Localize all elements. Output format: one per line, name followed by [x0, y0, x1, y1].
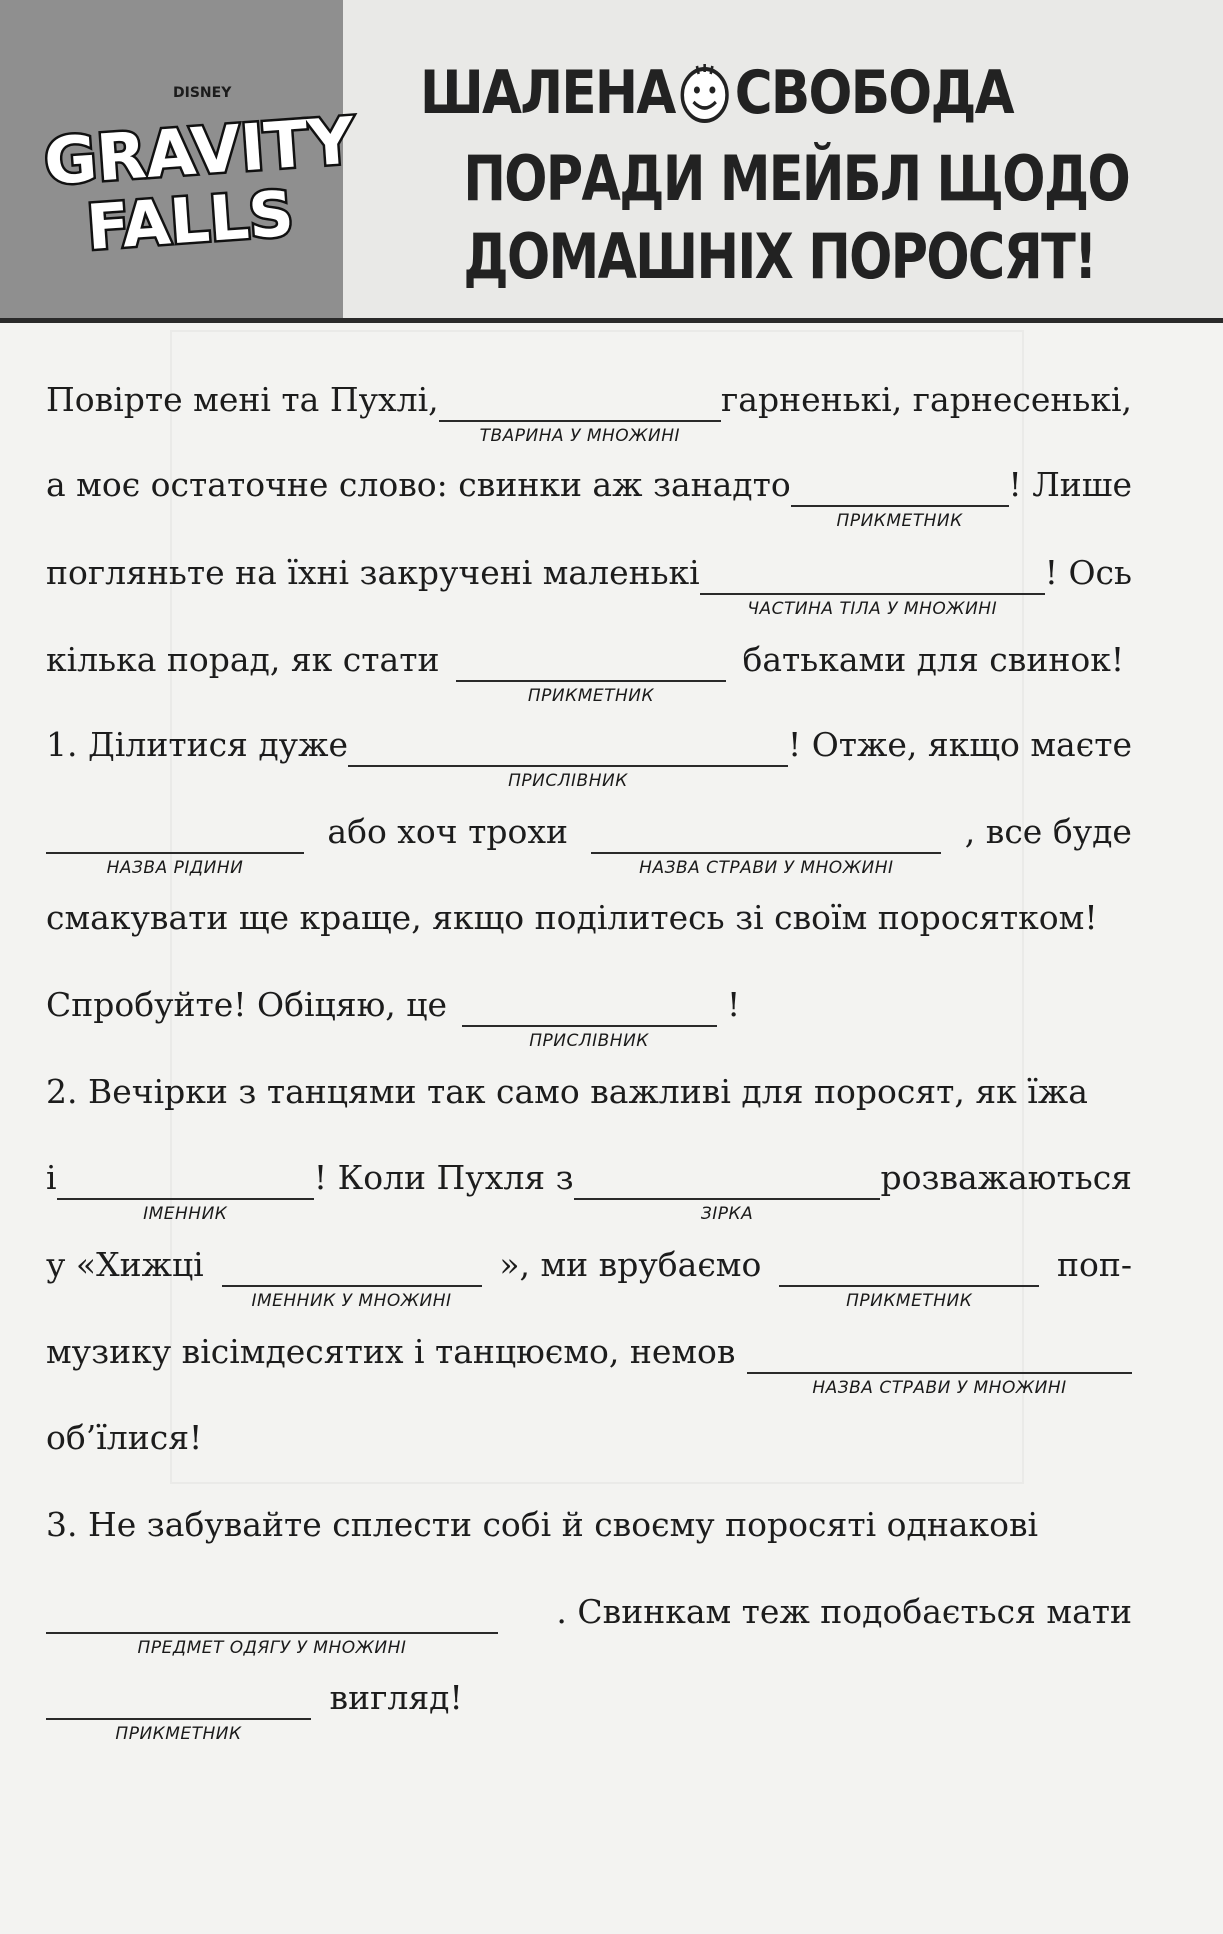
fill-blank[interactable]: [439, 380, 721, 446]
text-line-14: [46, 1505, 1132, 1565]
blank-label: ПРИСЛІВНИК: [529, 1031, 649, 1051]
logo-line2: FALLS: [84, 176, 296, 265]
text-line-12: [46, 1332, 1132, 1398]
blank-label: ТВАРИНА У МНОЖИНІ: [479, 426, 681, 446]
blank-label: ПРИКМЕТНИК: [527, 686, 655, 706]
text-line-3: [46, 553, 1132, 619]
fill-blank[interactable]: [348, 725, 788, 791]
fill-blank[interactable]: [46, 812, 304, 878]
text-line-10: [46, 1158, 1132, 1224]
fill-blank[interactable]: [700, 553, 1045, 619]
text-line-11: [46, 1245, 1132, 1311]
page-title-line2: ДОМАШНІХ ПОРОСЯТ!: [463, 220, 1096, 293]
line-text: 2. Вечірки з танцями так само важливі для поросят, як їжа: [46, 1072, 1088, 1111]
logo-line1: GRAVITY: [41, 104, 357, 201]
line-text: !: [727, 985, 741, 1024]
blank-label: НАЗВА СТРАВИ У МНОЖИНІ: [639, 858, 894, 878]
fill-blank[interactable]: [456, 640, 726, 706]
fill-blank[interactable]: [462, 985, 717, 1051]
line-text: і: [46, 1158, 57, 1197]
line-text: ! Коли Пухля з: [313, 1158, 574, 1197]
blank-label: НАЗВА РІДИНИ: [106, 858, 244, 878]
line-text: кілька порад, як стати: [46, 640, 440, 679]
logo-panel: [0, 0, 357, 318]
line-text: Спробуйте! Обіцяю, це: [46, 985, 448, 1024]
line-text: ! Отже, якщо маєте: [787, 725, 1132, 764]
line-text: гарненькі, гарнесенькі,: [721, 380, 1132, 419]
series-title-right: СВОБОДА: [734, 58, 1013, 128]
line-text: поп-: [1056, 1245, 1132, 1284]
line-text: смакувати ще краще, якщо поділитесь зі своїм поросятком!: [46, 898, 1098, 937]
line-text: 1. Ділитися дуже: [46, 725, 348, 764]
text-line-16: [46, 1678, 1132, 1744]
blank-label: НАЗВА СТРАВИ У МНОЖИНІ: [812, 1378, 1067, 1398]
smiley-face-icon: [678, 62, 731, 124]
text-line-2: [46, 465, 1132, 531]
fill-blank[interactable]: [591, 812, 941, 878]
fill-blank[interactable]: [46, 1678, 311, 1744]
line-text: . Свинкам теж подобається мати: [556, 1592, 1132, 1631]
fill-blank[interactable]: [791, 465, 1009, 531]
line-text: або хоч трохи: [327, 812, 568, 851]
blank-label: ПРИКМЕТНИК: [115, 1724, 242, 1744]
blank-label: ПРЕДМЕТ ОДЯГУ У МНОЖИНІ: [137, 1638, 407, 1658]
blank-label: ІМЕННИК У МНОЖИНІ: [251, 1291, 452, 1311]
line-text: , все буде: [964, 812, 1132, 851]
blank-label: ЧАСТИНА ТІЛА У МНОЖИНІ: [747, 599, 998, 619]
fill-blank[interactable]: [779, 1245, 1039, 1311]
blank-label: ПРИСЛІВНИК: [508, 771, 628, 791]
fill-blank[interactable]: [747, 1332, 1132, 1398]
line-text: а моє остаточне слово: свинки аж занадто: [46, 465, 791, 504]
line-text: розважаються: [880, 1158, 1132, 1197]
page-title-line1: ПОРАДИ МЕЙБЛ ЩОДО: [463, 142, 1130, 215]
text-line-6: [46, 812, 1132, 878]
text-line-15: [46, 1592, 1132, 1658]
fill-blank[interactable]: [222, 1245, 482, 1311]
blank-label: ПРИКМЕТНИК: [846, 1291, 973, 1311]
text-line-13: [46, 1418, 1132, 1478]
line-text: », ми врубаємо: [499, 1245, 762, 1284]
logo-small-text: DISNEY: [173, 85, 232, 101]
gravity-falls-logo: [35, 65, 357, 275]
text-line-1: [46, 380, 1132, 446]
line-text: батьками для свинок!: [742, 640, 1125, 679]
line-text: музику вісімдесятих і танцюємо, немов: [46, 1332, 736, 1371]
fill-blank[interactable]: [574, 1158, 881, 1224]
line-text: ! Лише: [1008, 465, 1132, 504]
header-rule: [0, 318, 1223, 323]
line-text: погляньте на їхні закручені маленькі: [46, 553, 700, 592]
line-text: Повірте мені та Пухлі,: [46, 380, 439, 419]
text-line-8: [46, 985, 1132, 1051]
blank-label: ПРИКМЕТНИК: [836, 511, 963, 531]
text-line-7: [46, 898, 1132, 958]
fill-blank[interactable]: [46, 1592, 498, 1658]
text-line-5: [46, 725, 1132, 791]
line-text: 3. Не забувайте сплести собі й своєму поросяті однакові: [46, 1505, 1039, 1544]
blank-label: ІМЕННИК: [143, 1204, 228, 1224]
blank-label: ЗІРКА: [700, 1204, 754, 1224]
text-line-4: [46, 640, 1132, 706]
series-title: [420, 48, 1039, 138]
fill-blank[interactable]: [57, 1158, 314, 1224]
series-title-left: ШАЛЕНА: [420, 58, 675, 128]
text-line-9: [46, 1072, 1132, 1132]
line-text: ! Ось: [1044, 553, 1132, 592]
line-text: об’їлися!: [46, 1418, 203, 1457]
line-text: у «Хижці: [46, 1245, 204, 1284]
line-text: вигляд!: [329, 1678, 463, 1717]
